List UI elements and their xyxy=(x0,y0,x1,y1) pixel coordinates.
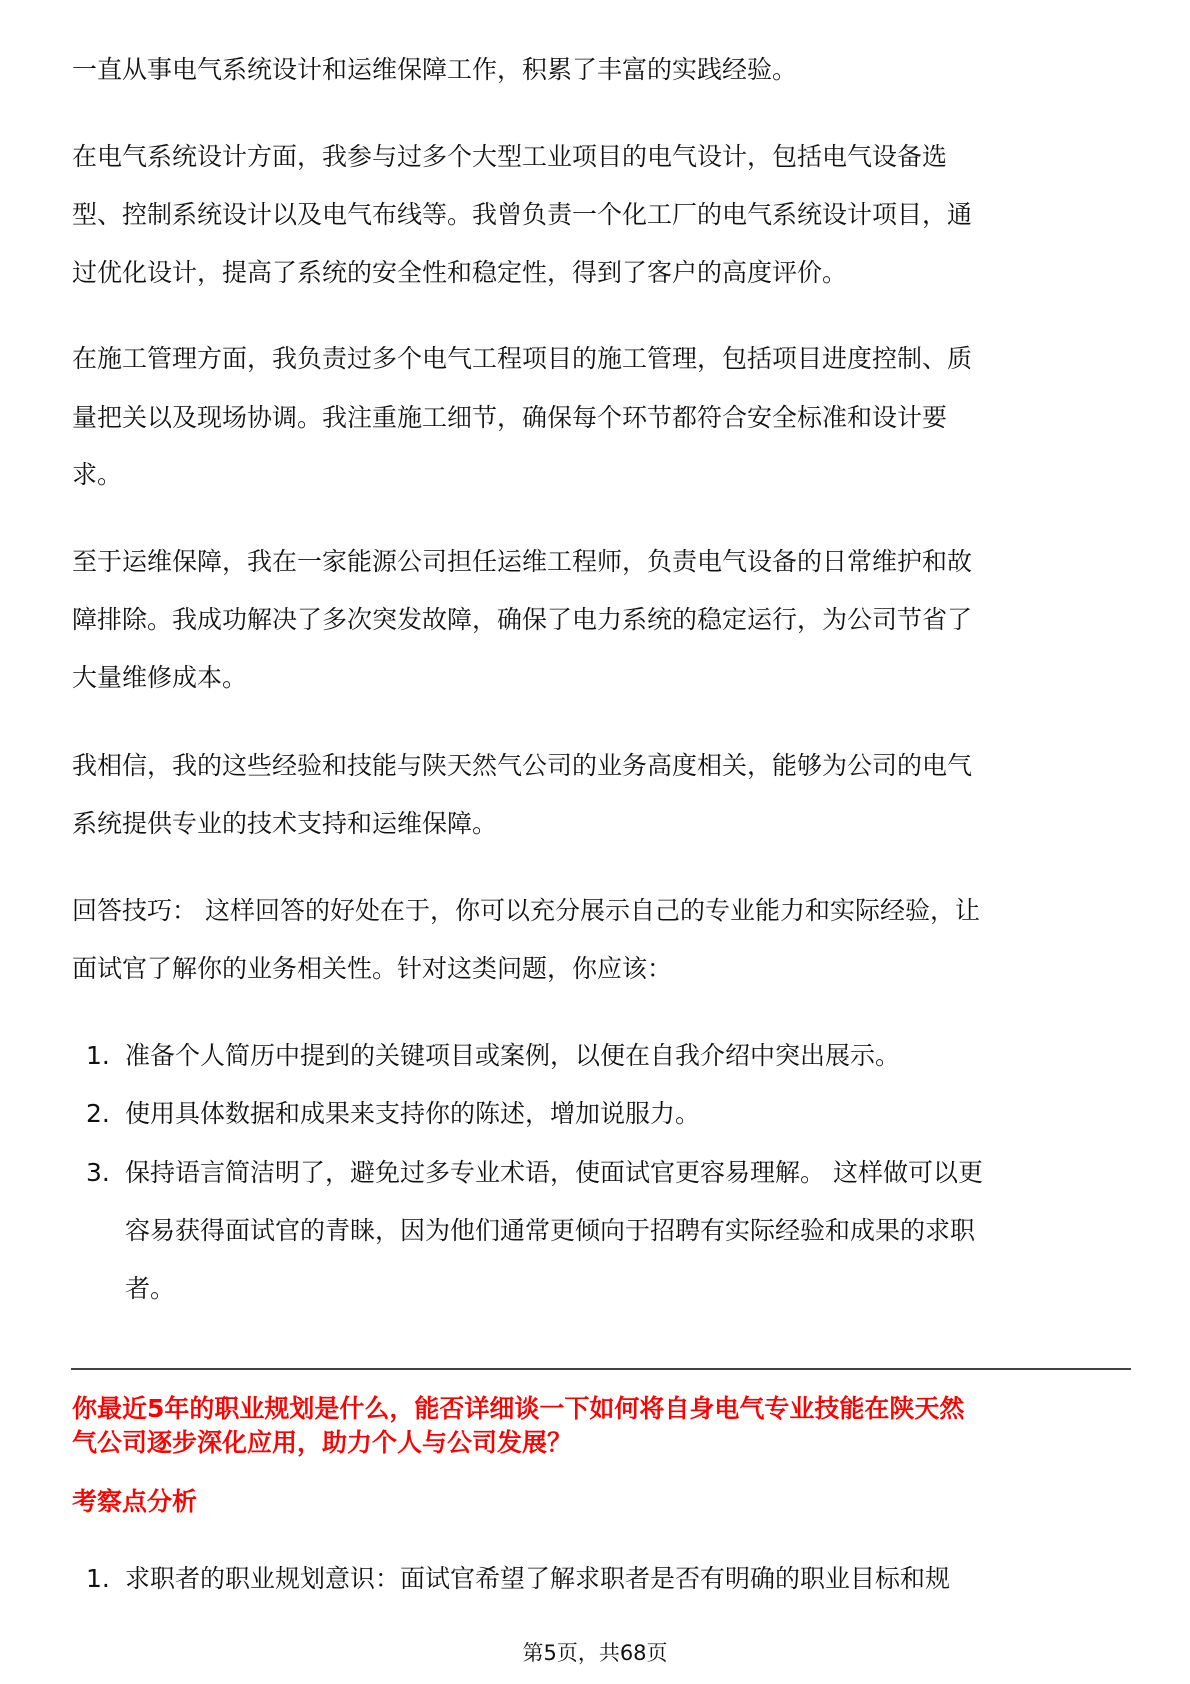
list-number: 3. xyxy=(86,1158,110,1187)
list-item: 使用具体数据和成果来支持你的陈述，增加说服力。 xyxy=(125,1099,701,1128)
question-heading: 气公司逐步深化应用，助力个人与公司发展？ xyxy=(72,1428,573,1457)
paragraph-line: 在施工管理方面，我负责过多个电气工程项目的施工管理，包括项目进度控制、质 xyxy=(72,344,973,373)
paragraph-line: 型、控制系统设计以及电气布线等。我曾负责一个化工厂的电气系统设计项目，通 xyxy=(72,200,973,229)
paragraph-line: 求。 xyxy=(72,460,123,489)
paragraph-line: 大量维修成本。 xyxy=(72,663,248,692)
paragraph-line: 面试官了解你的业务相关性。针对这类问题，你应该： xyxy=(72,954,673,983)
paragraph-line: 障排除。我成功解决了多次突发故障，确保了电力系统的稳定运行，为公司节省了 xyxy=(72,605,973,634)
paragraph-line: 一直从事电气系统设计和运维保障工作，积累了丰富的实践经验。 xyxy=(72,55,798,84)
paragraph-line: 量把关以及现场协调。我注重施工细节，确保每个环节都符合安全标准和设计要 xyxy=(72,403,948,432)
list-item: 保持语言简洁明了，避免过多专业术语，使面试官更容易理解。 这样做可以更 xyxy=(125,1158,983,1187)
paragraph-line: 回答技巧： 这样回答的好处在于，你可以充分展示自己的专业能力和实际经验，让 xyxy=(72,896,980,925)
paragraph-line: 在电气系统设计方面，我参与过多个大型工业项目的电气设计，包括电气设备选 xyxy=(72,142,948,171)
list-number: 1. xyxy=(86,1041,110,1070)
analysis-heading: 考察点分析 xyxy=(72,1487,198,1516)
page-number: 第5页，共68页 xyxy=(522,1641,668,1665)
paragraph-line: 至于运维保障，我在一家能源公司担任运维工程师，负责电气设备的日常维护和故 xyxy=(72,547,973,576)
list-item: 容易获得面试官的青睐，因为他们通常更倾向于招聘有实际经验和成果的求职 xyxy=(125,1216,976,1245)
list-item: 求职者的职业规划意识：面试官希望了解求职者是否有明确的职业目标和规 xyxy=(125,1564,951,1593)
paragraph-line: 过优化设计，提高了系统的安全性和稳定性，得到了客户的高度评价。 xyxy=(72,258,848,287)
question-heading: 你最近5年的职业规划是什么，能否详细谈一下如何将自身电气专业技能在陕天然 xyxy=(72,1394,965,1423)
paragraph-line: 我相信，我的这些经验和技能与陕天然气公司的业务高度相关，能够为公司的电气 xyxy=(72,751,973,780)
list-item: 者。 xyxy=(125,1274,176,1303)
list-number: 1. xyxy=(86,1564,110,1593)
divider xyxy=(71,1368,1131,1370)
paragraph-line: 系统提供专业的技术支持和运维保障。 xyxy=(72,809,498,838)
list-number: 2. xyxy=(86,1099,110,1128)
list-item: 准备个人简历中提到的关键项目或案例，以便在自我介绍中突出展示。 xyxy=(125,1041,901,1070)
